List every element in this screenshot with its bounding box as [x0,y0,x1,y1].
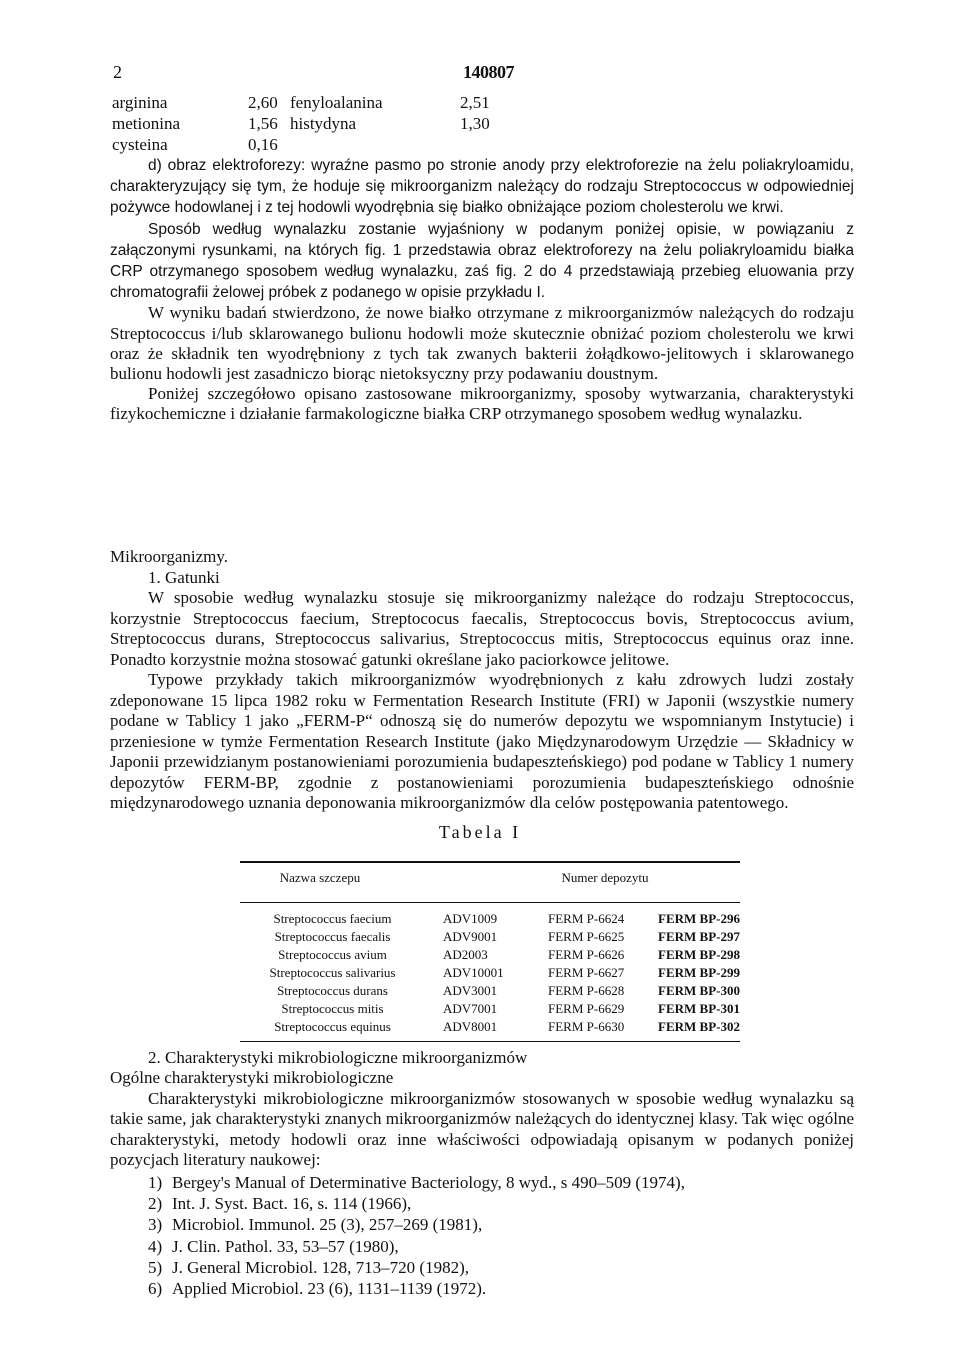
column-header-deposit: Numer depozytu [561,870,649,885]
strain-code: ADV7001 [443,1001,498,1016]
strain-code: ADV1009 [443,911,498,926]
reference-number: 3) [148,1215,163,1235]
characteristics-section [110,1048,854,1170]
table-row [240,928,740,946]
patent-number: 140807 [463,62,514,82]
reference-list [148,1172,685,1299]
intro-text [110,155,854,425]
strain-name: Streptococcus durans [277,983,388,998]
strain-code: ADV9001 [443,929,498,944]
table-row [240,964,740,982]
section-heading: Mikroorganizmy. [110,547,229,566]
paragraph: W sposobie według wynalazku stosuje się mikroorganizmy należące do rodzaju Streptococcus, korzystnie Streptococcus faecium, Streptococus faecalis, Streptococcus bovis, Streptococcus avium, Streptococcus durans, Streptococcus salivarius, Streptococcus mitis, Streptococcus equinus oraz inne. Ponadto korzystnie można stosować gatunki określane jako paciorkowce jelitowe. [110,588,854,669]
strain-name: Streptococcus avium [278,947,387,962]
microorganisms-section [110,547,854,814]
ferm-bp-number: FERM BP-300 [658,983,740,998]
reference-number: 6) [148,1279,163,1299]
table-row [240,946,740,964]
reference-text: J. General Microbiol. 128, 713–720 (1982), [172,1257,469,1277]
reference-number: 2) [148,1194,163,1214]
table-header [240,863,740,893]
ferm-bp-number: FERM BP-302 [658,1019,740,1034]
strain-name: Streptococcus equinus [274,1019,391,1034]
strain-code: ADV10001 [443,965,504,980]
table-body [240,903,740,1036]
amino-acid-value: 2,51 [460,93,490,112]
ferm-bp-number: FERM BP-298 [658,947,740,962]
ferm-p-number: FERM P-6630 [548,1019,625,1034]
strain-code: AD2003 [443,947,488,962]
amino-acid-value: 1,30 [460,114,490,133]
paragraph: d) obraz elektroforezy: wyraźne pasmo po stronie anody przy elektroforezie na żelu poliakryloamidu, charakteryzujący się tym, że hoduje się mikroorganizm należący do rodzaju Streptococcus w odpowiedniej pożywce hodowlanej i z tej hodowli wyodrębnia się białko obniżające poziom cholesterolu we krwi. [110,157,854,217]
amino-acid-name: cysteina [112,135,168,154]
ferm-p-number: FERM P-6629 [548,1001,625,1016]
ferm-p-number: FERM P-6627 [548,965,625,980]
strain-name: Streptococcus faecalis [274,929,391,944]
reference-item [148,1257,685,1278]
amino-acid-name: histydyna [290,114,357,133]
strain-table [240,861,740,1042]
amino-acid-value: 1,56 [248,114,278,133]
amino-acid-name: metionina [112,114,180,133]
strain-name: Streptococcus faecium [273,911,392,926]
amino-acid-value: 2,60 [248,93,278,112]
reference-number: 5) [148,1257,163,1277]
reference-text: Int. J. Syst. Bact. 16, s. 114 (1966), [172,1194,412,1214]
reference-text: Bergey's Manual of Determinative Bacteriology, 8 wyd., s 490–509 (1974), [172,1173,685,1192]
reference-item [148,1236,685,1257]
reference-text: J. Clin. Pathol. 33, 53–57 (1980), [172,1236,399,1256]
table-row [240,982,740,1000]
reference-item [148,1214,685,1235]
reference-number: 4) [148,1236,163,1256]
strain-name: Streptococcus mitis [281,1001,384,1016]
table-title: Tabela I [438,822,522,842]
reference-item [148,1193,685,1214]
column-header-name: Nazwa szczepu [279,870,361,885]
subsection-heading: Ogólne charakterystyki mikrobiologiczne [110,1068,394,1088]
paragraph: Typowe przykłady takich mikroorganizmów wyodrębnionych z kału zdrowych ludzi zostały zdeponowane 15 lipca 1982 roku w Fermentation Research Institute (FRI) w Japonii (wszystkie numery podane w Tablicy 1 jako „FERM-P“ odnoszą się do numerów depozytu we wspomnianym Instytucie) i przeniesione w tymże Fermentation Research Institute (jako Międzynarodowym Urzędzie — Składnicy w Japonii przewidzianym postanowieniami porozumienia budapeszteńskiego) pod podane w Tablicy 1 numery depozytów FERM-BP, zgodnie z postanowieniami porozumienia budapeszteńskiego odnośnie międzynarodowego uznania deponowania mikroorganizmów dla celów postępowania patentowego. [110,670,854,812]
strain-name: Streptococcus salivarius [269,965,396,980]
table-row [240,1000,740,1018]
ferm-p-number: FERM P-6625 [548,929,625,944]
paragraph: Charakterystyki mikrobiologiczne mikroorganizmów stosowanych w sposobie według wynalazku są takie same, jak charakterystyki znanych mikroorganizmów należących do identycznej klasy. Tak więc ogólne charakterystyki, metody hodowli oraz inne właściwości odpowiadają opisanym w podanych poniżej pozycjach literatury naukowej: [110,1088,854,1170]
table-rule [240,1041,740,1042]
reference-text: Applied Microbiol. 23 (6), 1131–1139 (1972). [172,1279,487,1299]
amino-acid-name: fenyloalanina [290,93,383,112]
subsection-heading: 1. Gatunki [148,567,220,587]
paragraph: W wyniku badań stwierdzono, że nowe białko otrzymane z mikroorganizmów należących do rodzaju Streptococcus i/lub sklarowanego bulionu hodowli może skutecznie obniżać poziom cholesterolu we krwi oraz że składnik ten wyodrębniony z tych tak zwanych bakterii żołądkowo-jelitowych i sklarowanego bulionu hodowli jest zasadniczo biorąc nietoksyczny przy podawaniu doustnym. [110,303,854,384]
reference-item [148,1172,685,1193]
page-number: 2 [113,62,122,82]
reference-text: Microbiol. Immunol. 25 (3), 257–269 (1981), [172,1215,483,1235]
reference-item [148,1278,685,1299]
ferm-bp-number: FERM BP-297 [658,929,740,944]
ferm-p-number: FERM P-6624 [548,911,625,926]
paragraph: Poniżej szczegółowo opisano zastosowane mikroorganizmy, sposoby wytwarzania, charakterystyki fizykochemiczne i działanie farmakologiczne białka CRP otrzymanego sposobem według wynalazku. [110,384,854,424]
page-header [110,62,860,86]
table-row [240,1018,740,1036]
strain-code: ADV3001 [443,983,498,998]
strain-code: ADV8001 [443,1019,498,1034]
ferm-bp-number: FERM BP-296 [658,911,740,926]
ferm-bp-number: FERM BP-299 [658,965,740,980]
amino-acid-value: 0,16 [248,135,278,154]
ferm-bp-number: FERM BP-301 [658,1001,740,1016]
ferm-p-number: FERM P-6628 [548,983,625,998]
paragraph: Sposób według wynalazku zostanie wyjaśniony w podanym poniżej opisie, w powiązaniu z załączonymi rysunkami, na których fig. 1 przedstawia obraz elektroforezy na żelu poliakryloamidu białka CRP otrzymanego sposobem według wynalazku, zaś fig. 2 do 4 przedstawiają przebieg eluowania przy chromatografii żelowej próbek z podanego w opisie przykładu I. [110,220,854,302]
table-row [240,910,740,928]
reference-number: 1) [148,1173,163,1192]
ferm-p-number: FERM P-6626 [548,947,625,962]
amino-acid-name: arginina [112,93,168,112]
section-heading: 2. Charakterystyki mikrobiologiczne mikroorganizmów [148,1048,528,1067]
